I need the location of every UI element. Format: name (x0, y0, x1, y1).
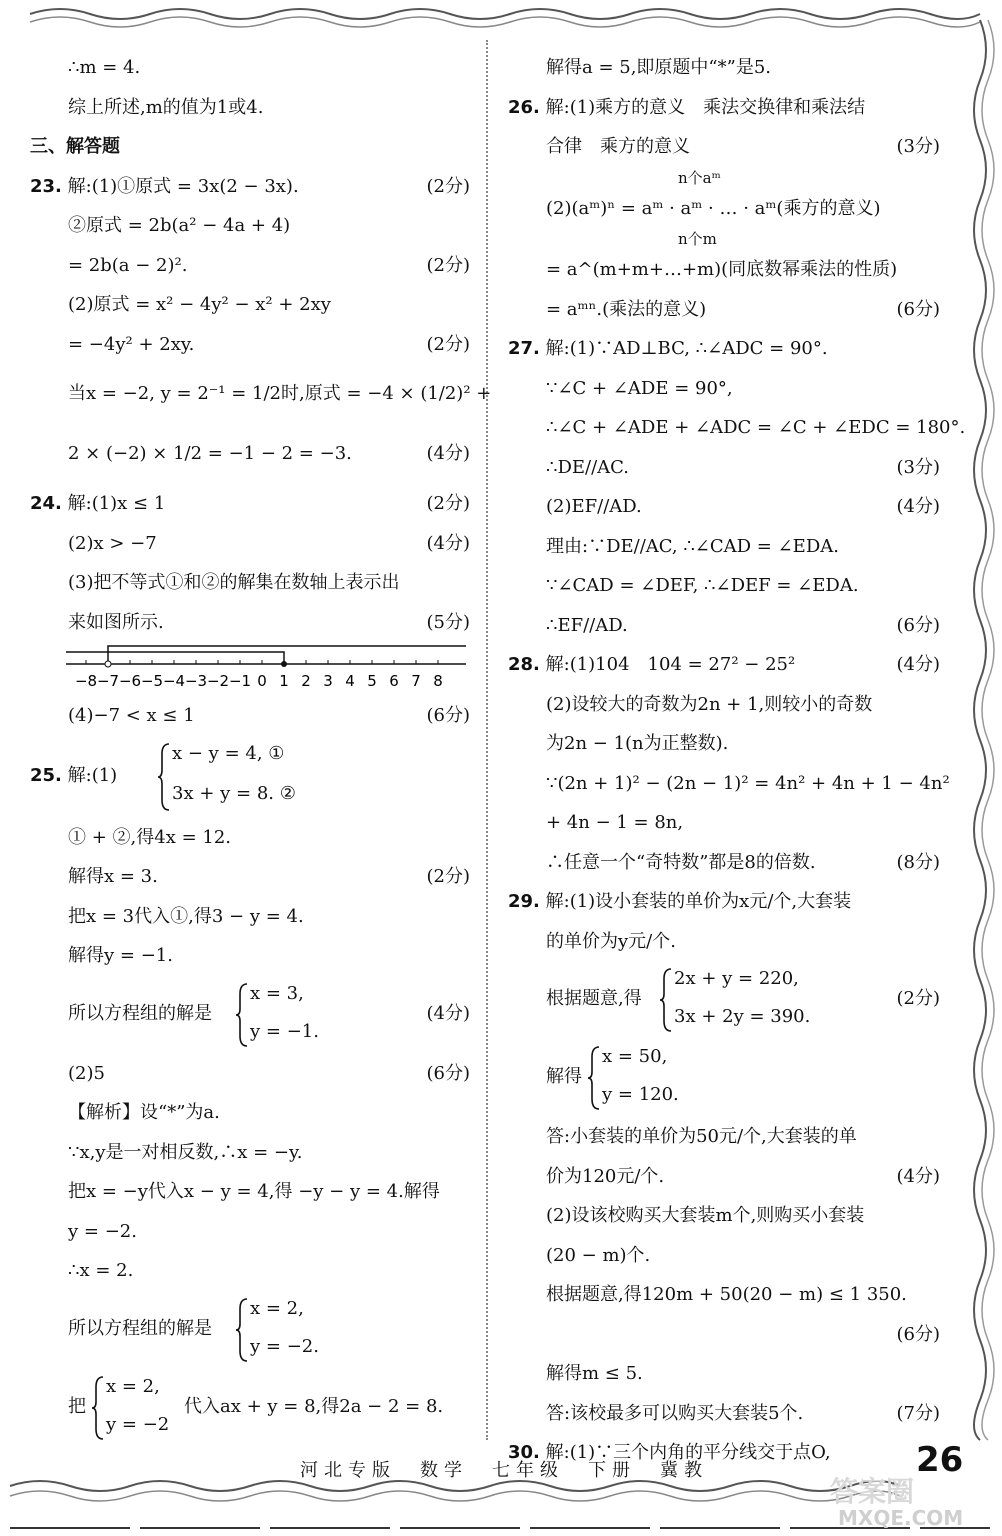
question-line (508, 88, 940, 128)
line-text: 【解析】设“*”为a. (68, 1102, 220, 1123)
q29-solution (508, 1039, 940, 1117)
line-text: = 2b(a − 2)². (68, 254, 188, 276)
answer-line (30, 1054, 470, 1094)
column-divider (486, 40, 488, 1440)
score: (8分) (896, 851, 940, 873)
score: (4分) (426, 443, 470, 464)
line-text: ∴∠C + ∠ADE + ∠ADC = ∠C + ∠EDC = 180°. (546, 417, 966, 438)
tick-label: −3 (184, 672, 208, 690)
line-text: 解得y = −1. (68, 945, 173, 966)
score: (2分) (426, 254, 470, 276)
answer-line (30, 1133, 470, 1173)
solution-y: y = −1. (250, 1020, 319, 1042)
brace (158, 742, 170, 812)
q25-system (30, 736, 470, 818)
answer-line (30, 206, 470, 246)
line-text: 为2n − 1(n为正整数). (546, 733, 729, 754)
number-line-figure (66, 642, 466, 696)
solution-range-x-le-1 (66, 652, 284, 664)
question-number: 26. (508, 96, 540, 118)
answer-line (508, 189, 940, 229)
section-heading: 三、解答题 (30, 136, 120, 157)
brace (92, 1375, 104, 1441)
answer-line (30, 1251, 470, 1291)
right-column (508, 48, 966, 1473)
line-text: 当x = −2, y = 2⁻¹ = 1/2时,原式 = −4 × (1/2)² + (68, 383, 492, 404)
line-text: 把x = −y代入x − y = 4,得 −y − y = 4.解得 (68, 1181, 440, 1202)
line-text: 的单价为y元/个. (546, 930, 676, 952)
line-text: ① + ②,得4x = 12. (68, 826, 232, 848)
line-text: 解:(1)∵AD⊥BC, ∴∠ADC = 90°. (545, 338, 828, 359)
question-number: 29. (508, 891, 540, 912)
answer-line (30, 897, 470, 937)
answer-line (508, 764, 950, 804)
solution-x: x = 3, (250, 982, 304, 1004)
solution-y: y = −2. (250, 1335, 319, 1357)
answer-line (30, 696, 470, 736)
answer-line (30, 524, 470, 564)
line-text: (2)(aᵐ)ⁿ = aᵐ · aᵐ · … · aᵐ(乘方的意义) (546, 197, 881, 219)
line-text: ∵(2n + 1)² − (2n − 1)² = 4n² + 4n + 1 − 4n² (546, 772, 950, 794)
tick-label: 0 (257, 672, 267, 690)
answer-line (30, 88, 470, 128)
answer-line (30, 818, 470, 858)
answer-line (508, 922, 940, 962)
question-number: 25. (30, 764, 62, 786)
answer-line (30, 127, 470, 167)
line-text: ∵∠CAD = ∠DEF, ∴∠DEF = ∠EDA. (546, 575, 859, 596)
system-prefix: 根据题意,得 (546, 988, 642, 1009)
answer-line (30, 424, 470, 484)
line-text: (2)原式 = x² − 4y² − x² + 2xy (68, 294, 331, 315)
score: (6分) (896, 1323, 940, 1345)
answer-line (508, 527, 940, 567)
line-text: (2)设该校购买大套装m个,则购买小套装 (546, 1205, 865, 1226)
line-text: 答:小套装的单价为50元/个,大套装的单 (546, 1126, 857, 1147)
answer-line (508, 843, 940, 883)
answer-line (508, 408, 966, 448)
question-line (508, 329, 940, 369)
answer-line (30, 246, 470, 286)
score: (4分) (426, 1002, 470, 1024)
solution-range-x-gt-minus7 (108, 646, 466, 664)
line-text: = −4y² + 2xy. (68, 333, 195, 355)
line-text: (2)5 (68, 1062, 105, 1084)
q25-eq2: 3x + y = 8. ② (172, 782, 296, 804)
score: (4分) (896, 654, 940, 675)
score: (3分) (896, 456, 940, 478)
line-text: = aᵐⁿ.(乘法的意义) (546, 298, 707, 320)
score: (6分) (426, 705, 470, 726)
answer-line (508, 250, 940, 290)
solution-system-1 (30, 976, 470, 1054)
q29-system (508, 961, 940, 1039)
question-number: 30. (508, 1442, 540, 1463)
system-eq1: 2x + y = 220, (674, 968, 799, 989)
tick-label: 5 (367, 672, 377, 690)
solution-prefix: 所以方程组的解是 (68, 1317, 212, 1339)
score: (2分) (426, 866, 470, 887)
line-text: 解:(1)乘方的意义 乘法交换律和乘法结 (545, 96, 866, 118)
line-text: (20 − m)个. (546, 1244, 651, 1266)
substitute-result: 代入ax + y = 8,得2a − 2 = 8. (184, 1395, 444, 1417)
line-text: ∵x,y是一对相反数,∴x = −y. (68, 1141, 303, 1163)
substitute-x: x = 2, (106, 1375, 160, 1397)
line-text: n个m (678, 230, 717, 248)
tick-label: 6 (389, 672, 399, 690)
page-number: 26 (916, 1440, 964, 1480)
line-text: 解:(1)x ≤ 1 (67, 493, 166, 514)
line-text: ∴m = 4. (68, 57, 141, 78)
line-text: = a^(m+m+…+m)(同底数幂乘法的性质) (546, 259, 898, 280)
line-text: ∵∠C + ∠ADE = 90°, (546, 377, 733, 399)
line-text: (2)EF//AD. (546, 496, 642, 517)
score: (4分) (426, 532, 470, 554)
brace (236, 982, 248, 1048)
answer-line (508, 1236, 940, 1276)
line-text: + 4n − 1 = 8n, (546, 812, 684, 833)
watermark-url: MXQE.COM (838, 1506, 964, 1530)
score: (6分) (896, 298, 940, 320)
open-endpoint (105, 661, 111, 667)
line-text: 解:(1)设小套装的单价为x元/个,大套装 (545, 891, 852, 912)
tick-label: 4 (345, 672, 355, 690)
line-text: 解:(1)104 104 = 27² − 25² (545, 654, 796, 675)
question-number: 28. (508, 654, 540, 675)
answer-line (30, 936, 470, 976)
answer-line (30, 857, 470, 897)
question-line (508, 645, 940, 685)
tick-label: −5 (140, 672, 164, 690)
line-text: (2)设较大的奇数为2n + 1,则较小的奇数 (546, 693, 873, 715)
answer-line (508, 724, 940, 764)
line-text: (3)把不等式①和②的解集在数轴上表示出 (68, 572, 400, 593)
answer-line (508, 1315, 940, 1355)
tick-label: −8 (74, 672, 98, 690)
tick-label: −4 (162, 672, 186, 690)
line-text: y = −2. (68, 1220, 137, 1242)
q25-eq1: x − y = 4, ① (172, 742, 285, 764)
score: (2分) (426, 333, 470, 355)
score: (6分) (426, 1062, 470, 1084)
answer-line (30, 364, 492, 424)
answer-line (508, 290, 940, 330)
tick-label: 8 (433, 672, 443, 690)
answer-line (30, 48, 470, 88)
line-text: 解得m ≤ 5. (546, 1363, 643, 1384)
answer-line (508, 448, 940, 488)
score: (4分) (896, 1165, 940, 1187)
score: (3分) (896, 136, 940, 157)
line-text: (4)−7 < x ≤ 1 (68, 705, 195, 726)
answer-line (508, 1275, 940, 1315)
tick-label: 7 (411, 672, 421, 690)
answer-line (30, 603, 470, 643)
line-text: 解:(1)∵三个内角的平分线交于点O, (545, 1442, 831, 1463)
solution-y: y = 120. (602, 1084, 679, 1105)
decorative-top-border (0, 0, 1002, 32)
score: (4分) (896, 496, 940, 517)
score: (7分) (896, 1402, 940, 1424)
line-text: 解得x = 3. (68, 866, 158, 887)
answer-line (508, 369, 940, 409)
system-eq2: 3x + 2y = 390. (674, 1006, 811, 1027)
line-text: ∴EF//AD. (546, 614, 628, 636)
brace (236, 1297, 248, 1363)
answer-line (30, 325, 470, 365)
line-text: 综上所述,m的值为1或4. (68, 96, 264, 118)
left-column (30, 48, 492, 1447)
line-text: 解得a = 5,即原题中“*”是5. (546, 57, 772, 78)
answer-line (508, 803, 940, 843)
question-line (30, 167, 470, 207)
brace (588, 1045, 600, 1111)
solution-prefix: 所以方程组的解是 (68, 1002, 212, 1024)
decorative-right-border (962, 0, 1002, 1536)
answer-line (30, 563, 470, 603)
question-line (508, 882, 940, 922)
solution-system-2 (30, 1291, 470, 1369)
answer-line (30, 285, 470, 325)
line-text: 合律 乘方的意义 (546, 136, 690, 157)
answer-line (508, 228, 940, 250)
tick-label: 1 (279, 672, 289, 690)
brace (660, 967, 672, 1033)
answer-line (508, 1117, 940, 1157)
line-text: ②原式 = 2b(a² − 4a + 4) (68, 215, 291, 236)
substitute-y: y = −2 (106, 1413, 170, 1435)
line-text: 理由:∵DE//AC, ∴∠CAD = ∠EDA. (546, 535, 839, 557)
substitute-prefix: 把 (68, 1395, 86, 1417)
answer-line (508, 127, 940, 167)
solution-prefix: 解得 (546, 1066, 582, 1087)
line-text: 根据题意,得120m + 50(20 − m) ≤ 1 350. (546, 1284, 907, 1305)
answer-line (508, 487, 940, 527)
tick-label: −6 (118, 672, 142, 690)
question-number: 23. (30, 175, 62, 197)
watermark-logo: 答案圈 (830, 1475, 915, 1508)
tick-label: −7 (96, 672, 120, 690)
closed-endpoint (281, 661, 287, 667)
question-line (30, 484, 470, 524)
line-text: 答:该校最多可以购买大套装5个. (546, 1402, 804, 1424)
tick-label: 3 (323, 672, 333, 690)
line-text: ∴DE//AC. (546, 456, 630, 478)
answer-line (30, 1212, 470, 1252)
line-text: n个aᵐ (678, 168, 721, 187)
answer-line (508, 1157, 940, 1197)
answer-line (508, 1196, 940, 1236)
question-number: 27. (508, 338, 540, 359)
score: (2分) (896, 988, 940, 1009)
line-text: ∴x = 2. (68, 1260, 134, 1281)
score: (5分) (426, 611, 470, 633)
answer-line (508, 167, 940, 189)
q25-head: 解:(1) (67, 764, 118, 786)
answer-line (508, 1394, 940, 1434)
answer-line (508, 606, 940, 646)
tick-label: −2 (206, 672, 230, 690)
line-text: 价为120元/个. (546, 1165, 665, 1187)
question-number: 24. (30, 493, 62, 514)
line-text: 解:(1)①原式 = 3x(2 − 3x). (67, 175, 299, 197)
answer-line (508, 566, 940, 606)
answer-line (508, 685, 940, 725)
footer-edition: 河北专版 数学 七年级 下册 冀教 (300, 1460, 708, 1481)
tick-label: 2 (301, 672, 311, 690)
tick-label: −1 (228, 672, 252, 690)
answer-line (30, 1093, 470, 1133)
answer-line (508, 1354, 940, 1394)
solution-x: x = 2, (250, 1297, 304, 1319)
answer-line (30, 1172, 470, 1212)
line-text: 把x = 3代入①,得3 − y = 4. (68, 905, 304, 927)
answer-line (508, 48, 940, 88)
solution-x: x = 50, (602, 1046, 668, 1067)
line-text: 来如图所示. (68, 611, 164, 633)
line-text: (2)x > −7 (68, 532, 157, 554)
substitute-system (30, 1369, 470, 1447)
line-text: ∴任意一个“奇特数”都是8的倍数. (546, 851, 816, 873)
score: (6分) (896, 614, 940, 636)
score: (2分) (426, 493, 470, 514)
line-text: 2 × (−2) × 1/2 = −1 − 2 = −3. (68, 443, 352, 464)
score: (2分) (426, 175, 470, 197)
